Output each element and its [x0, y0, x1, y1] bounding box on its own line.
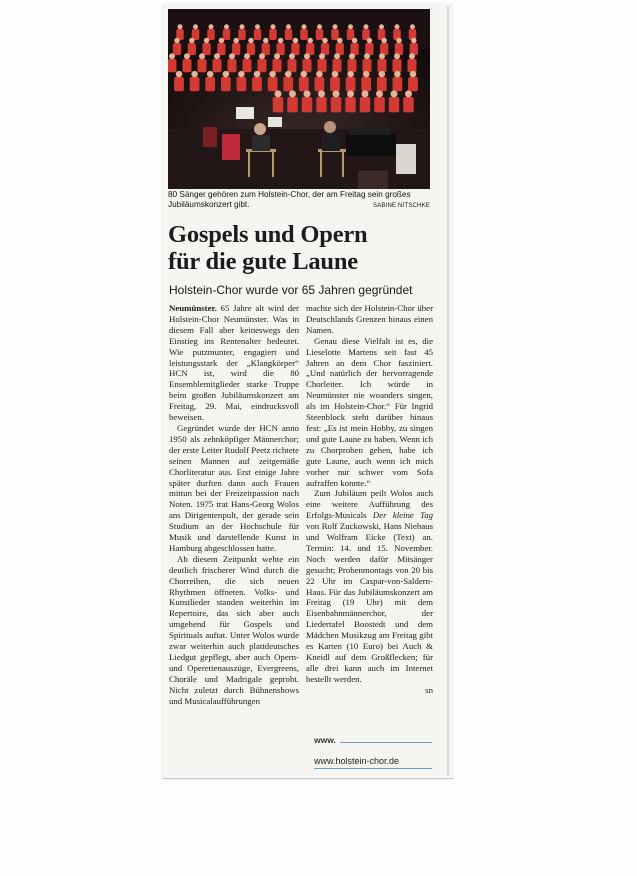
choir-singer-robe — [190, 77, 200, 91]
choir-singer-head — [367, 38, 373, 44]
choir-singer-head — [174, 38, 180, 44]
choir-singer-head — [363, 71, 370, 78]
choir-singer-head — [214, 53, 220, 59]
choir-singer-robe — [262, 43, 270, 55]
headline-line-1: Gospels und Opern — [168, 221, 368, 248]
choir-singer-robe — [378, 59, 387, 72]
choir-singer-head — [178, 24, 183, 29]
choir-singer-robe — [302, 97, 313, 112]
choir-singer-head — [271, 24, 276, 29]
article-subheadline: Holstein-Chor wurde vor 65 Jahren gegründet — [169, 283, 413, 297]
photo-caption — [168, 190, 430, 211]
choir-singer-robe — [205, 77, 215, 91]
choir-singer-robe — [269, 29, 277, 40]
choir-singer-head — [379, 24, 384, 29]
web-url-link[interactable]: www.holstein-chor.de — [314, 756, 400, 766]
choir-singer-head — [349, 53, 355, 59]
choir-singer-head — [189, 38, 195, 44]
choir-singer-robe — [273, 59, 282, 72]
paragraph-2: Gegründet wurde der HCN anno 1950 als zehnköpfiger Männerchor; der erste Leiter Rudolf Peetz richtete seinen Mannen auf zeitgemäße Chorliteratur aus. Erst einige Jahre später durften dann auch Frauen mittun bei der Freizeitpassion nach Noten. 1975 trat Hans-Georg Wolos ans Dirigentenpult, der gerade sein Studium an der Hochschule für Musik und darstellende Kunst in Hamburg abgeschlossen hatte. — [169, 422, 299, 553]
choir-singer-head — [223, 71, 230, 78]
choir-singer-head — [347, 90, 354, 97]
choir-singer-head — [275, 90, 282, 97]
choir-singer-robe — [268, 77, 278, 91]
choir-singer-head — [240, 24, 245, 29]
web-rule-top — [340, 742, 432, 743]
choir-singer-head — [169, 53, 175, 59]
choir-singer-head — [322, 38, 328, 44]
choir-singer-head — [379, 71, 386, 78]
choir-singer-robe — [331, 97, 342, 112]
choir-singer-robe — [221, 77, 231, 91]
choir-singer-head — [364, 24, 369, 29]
choir-singer-head — [304, 53, 310, 59]
choir-singer-robe — [350, 43, 358, 55]
choir-singer-robe — [288, 59, 297, 72]
choir-singer-head — [409, 53, 415, 59]
choir-singer-robe — [321, 43, 329, 55]
choir-singer-robe — [333, 59, 342, 72]
choir-singer-robe — [315, 77, 325, 91]
choir-singer-robe — [207, 29, 215, 40]
musical-title: Der kleine Tag — [372, 510, 433, 521]
choir-singer-head — [176, 71, 183, 78]
choir-singer-head — [334, 53, 340, 59]
choir-singer-head — [286, 24, 291, 29]
choir-singer-robe — [198, 59, 207, 72]
choir-singer-robe — [276, 43, 284, 55]
paragraph-6: Zum Jubiläum peilt Wolos auch eine weitere Aufführung des Erfolgs-Musicals Der kleine Tag von Rolf Zuckowski, Hans Niehaus und Wolfram Eicke (Text) an. Termin: 14. und 15. November. Noch werden dafür Mitsänger gesucht; Probenmontags von 20 bis 22 Uhr im Caspar-von-Saldern-Haus. Für das Jubiläumskonzert am Freitag (19 Uhr) mit dem Eisenbahnmännerchor, der Liedertafel Boostedt und dem Mädchen Musikzug am Freitag gibt es Karten (10 Euro) bei Auch & Kneidl auf dem Großflecken; für alle drei kann auch im Internet bestellt werden. — [306, 488, 433, 684]
choir-singer-head — [316, 71, 323, 78]
paragraph-5: Genau diese Vielfalt ist es, die Lieselotte Martens seit fast 45 Jahren an dem Chor fasziniert. „Und natürlich der hervorragende Chorleiter. Ich würde in Neumünster nie woanders singen, als im Holstein-Chor.“ Für Ingrid Steenblock steht darüber hinaus fest: „Es ist mein Hobby, zu singen und gute Laune zu haben. Wenn ich zu Chorproben gehen, habe ich gute Laune, auch wenn ich mich vorher nur schwer vom Sofa aufraffen konnte.“ — [306, 335, 433, 488]
choir-singer-robe — [247, 43, 255, 55]
choir-singer-robe — [237, 77, 247, 91]
choir-singer-robe — [365, 43, 373, 55]
choir-singer-robe — [299, 77, 309, 91]
choir-singer-head — [191, 71, 198, 78]
choir-singer-robe — [393, 59, 402, 72]
choir-photo-illustration — [168, 9, 430, 189]
choir-singer-robe — [336, 43, 344, 55]
clipping-bottom-edge — [163, 778, 453, 779]
choir-singer-robe — [283, 77, 293, 91]
photo-credit: SABINE NITSCHKE — [372, 203, 430, 209]
choir-singer-head — [238, 71, 245, 78]
choir-singer-head — [259, 53, 265, 59]
choir-singer-head — [248, 38, 254, 44]
choir-singer-robe — [330, 77, 340, 91]
choir-singer-head — [332, 71, 339, 78]
choir-singer-head — [352, 38, 358, 44]
choir-singer-robe — [223, 29, 231, 40]
choir-singer-robe — [389, 97, 400, 112]
choir-singer-robe — [318, 59, 327, 72]
choir-singer-head — [301, 71, 308, 78]
choir-singer-robe — [316, 97, 327, 112]
choir-singer-robe — [380, 43, 388, 55]
choir-singer-head — [347, 71, 354, 78]
choir-singer-head — [391, 90, 398, 97]
choir-singer-robe — [377, 77, 387, 91]
article-column-left — [169, 303, 299, 774]
choir-singer-head — [229, 53, 235, 59]
paragraph-3: Ab diesem Zeitpunkt wehte ein deutlich frischerer Wind durch die Chorreihen, die sich neuen Rhythmen öffneten. Volks- und Kunstlieder standen weiterhin im Repertoire, das sich aber auch umgehend für Gospels und Spirituals auftat. Unter Wolos wurde zwar weiterhin auch plattdeutsches Liedgut gepflegt, aber auch Opern- und Operettenauszüge, Evergreens, Choräle und Madrigale geprobt. Nicht zuletzt durch Bühnenshows und Musicalaufführungen — [169, 553, 299, 706]
choir-singer-head — [319, 53, 325, 59]
headline-line-2: für die gute Laune — [168, 248, 358, 275]
choir-singer-head — [381, 38, 387, 44]
choir-singer-head — [193, 24, 198, 29]
choir-singer-robe — [346, 77, 356, 91]
choir-singer-robe — [348, 59, 357, 72]
choir-singer-robe — [291, 43, 299, 55]
choir-singer-head — [204, 38, 210, 44]
choir-singer-head — [394, 71, 401, 78]
choir-singer-head — [244, 53, 250, 59]
choir-singer-robe — [300, 29, 308, 40]
choir-singer-robe — [174, 77, 184, 91]
choir-singer-robe — [287, 97, 298, 112]
article-headline — [168, 221, 438, 275]
author-signature: sn — [425, 684, 433, 695]
choir-singer-head — [307, 38, 313, 44]
choir-singer-robe — [173, 43, 181, 55]
choir-singer-head — [269, 71, 276, 78]
choir-singer-robe — [403, 97, 414, 112]
choir-singer-head — [348, 24, 353, 29]
choir-singer-robe — [360, 97, 371, 112]
choir-singer-robe — [188, 43, 196, 55]
choir-singer-robe — [408, 59, 417, 72]
choir-singer-head — [302, 24, 307, 29]
choir-singer-head — [278, 38, 284, 44]
choir-singer-robe — [232, 43, 240, 55]
choir-singer-head — [394, 53, 400, 59]
choir-singer-robe — [254, 29, 262, 40]
choir-singer-head — [395, 24, 400, 29]
choir-singer-head — [224, 24, 229, 29]
dateline: Neumünster. — [169, 303, 217, 313]
clipping-edge-shadow — [447, 6, 449, 776]
choir-singer-head — [405, 90, 412, 97]
choir-singer-head — [289, 90, 296, 97]
choir-singer-robe — [168, 59, 177, 72]
choir-singer-robe — [202, 43, 210, 55]
choir-singer-head — [199, 53, 205, 59]
choir-singer-robe — [303, 59, 312, 72]
choir-singer-head — [184, 53, 190, 59]
choir-singer-head — [410, 24, 415, 29]
choir-singer-head — [362, 90, 369, 97]
choir-singer-robe — [228, 59, 237, 72]
choir-singer-head — [411, 38, 417, 44]
web-label: www. — [314, 735, 336, 745]
choir-singer-head — [410, 71, 417, 78]
paragraph-4: machte sich der Holstein-Chor über Deutschlands Grenzen hinaus einen Namen. — [306, 303, 433, 335]
paragraph-1: Neumünster. 65 Jahre alt wird der Holstein-Chor Neumünster. Was in diesem Fall aber keineswegs den Einstieg ins Rentenalter bedeutet. Wie putzmunter, engagiert und leistungsstark der „Klangkörper“ HCN ist, wird die 80 Ensemblemitglieder starke Truppe beim großen Jubiläumskonzert am Freitag, 29. Mai, eindrucksvoll beweisen. — [169, 303, 299, 423]
choir-singer-head — [285, 71, 292, 78]
choir-singer-robe — [243, 59, 252, 72]
web-rule-bottom — [314, 768, 432, 769]
choir-singer-robe — [331, 29, 339, 40]
article-column-right — [306, 303, 433, 738]
choir-singer-head — [318, 90, 325, 97]
choir-singer-robe — [361, 77, 371, 91]
choir-singer-head — [233, 38, 239, 44]
choir-singer-head — [254, 71, 261, 78]
choir-singer-robe — [345, 97, 356, 112]
choir-singer-robe — [285, 29, 293, 40]
choir-singer-robe — [374, 97, 385, 112]
choir-singer-head — [255, 24, 260, 29]
choir-singer-head — [333, 24, 338, 29]
choir-singer-head — [333, 90, 340, 97]
choir-singer-head — [376, 90, 383, 97]
choir-singer-robe — [395, 43, 403, 55]
choir-singer-robe — [393, 77, 403, 91]
choir-singer-head — [304, 90, 311, 97]
choir-photo — [168, 9, 430, 189]
choir-singer-head — [293, 38, 299, 44]
choir-singer-head — [263, 38, 269, 44]
choir-singer-robe — [258, 59, 267, 72]
choir-singer-head — [379, 53, 385, 59]
choir-singer-head — [289, 53, 295, 59]
choir-singer-robe — [306, 43, 314, 55]
choir-singer-robe — [252, 77, 262, 91]
choir-singer-robe — [238, 29, 246, 40]
choir-singer-head — [317, 24, 322, 29]
choir-singer-robe — [410, 43, 418, 55]
choir-singer-head — [209, 24, 214, 29]
choir-singer-head — [219, 38, 225, 44]
choir-singer-robe — [217, 43, 225, 55]
choir-singer-head — [364, 53, 370, 59]
choir-singer-robe — [363, 59, 372, 72]
choir-singer-head — [396, 38, 402, 44]
choir-singer-robe — [273, 97, 284, 112]
choir-singer-robe — [408, 77, 418, 91]
choir-singer-robe — [183, 59, 192, 72]
choir-singer-head — [274, 53, 280, 59]
choir-singer-robe — [213, 59, 222, 72]
choir-singer-head — [337, 38, 343, 44]
caption-text: 80 Sänger gehören zum Holstein-Chor, der am Freitag sein großes Jubiläumskonzert gibt. — [168, 190, 411, 209]
choir-singer-head — [207, 71, 214, 78]
choir-singer-robe — [316, 29, 324, 40]
